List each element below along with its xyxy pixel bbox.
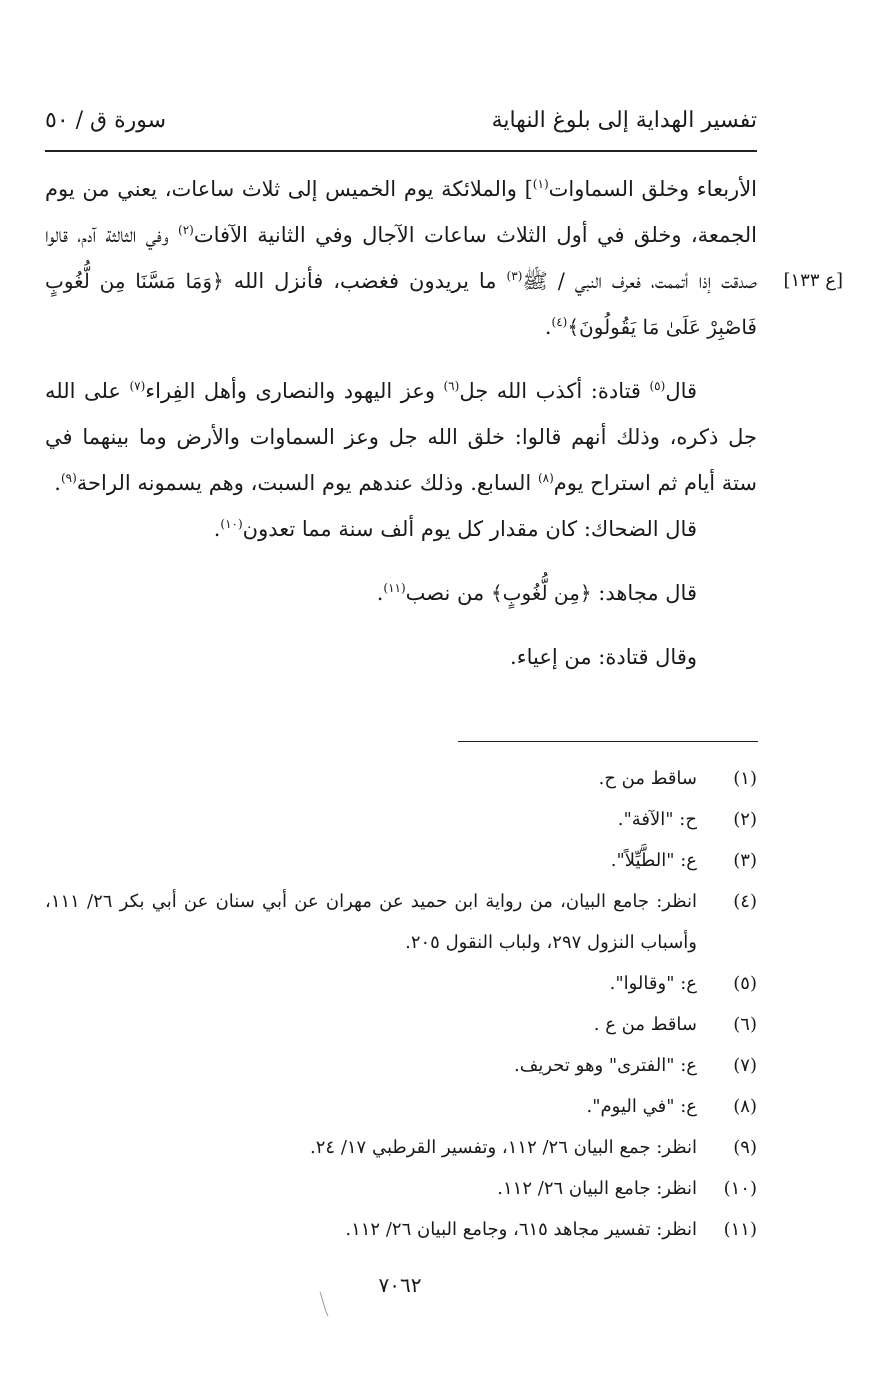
text-segment: قتادة: أكذب الله جل — [459, 379, 650, 403]
text-segment: . — [544, 315, 552, 339]
quran-verse: ﴿وَمَا مَسَّنَا مِن لُّغُوبٍ فَاصْبِرْ عَلَىٰ مَا يَقُولُونَ﴾ — [45, 269, 757, 339]
paragraph-1 — [45, 166, 757, 350]
text-segment: السابع. وذلك عندهم يوم السبت، وهم يسمونه الراحة — [76, 471, 538, 495]
footnote-number: (٩) — [733, 1137, 757, 1158]
footnote-number: (٦) — [733, 1014, 757, 1035]
footnote — [45, 1004, 757, 1045]
text-segment: قال مجاهد: — [591, 581, 697, 605]
footnote-number: (١٠) — [723, 1178, 757, 1199]
footnote — [45, 1127, 757, 1168]
text-segment: على الله جل ذكره، وذلك أنهم قالوا: خلق الله جل وعز السماوات والأرض وما بينهما في ستة أيام ثم استراح يوم — [45, 379, 757, 495]
scan-artifact — [318, 1290, 330, 1318]
paragraph-5 — [45, 634, 757, 680]
footnote-ref: (٦) — [443, 379, 460, 393]
footnote-text: انظر: جامع البيان ٢٦/ ١١٢. — [497, 1178, 697, 1199]
footnote-number: (٨) — [733, 1096, 757, 1117]
footnote-number: (٧) — [733, 1055, 757, 1076]
footnotes — [45, 758, 757, 1250]
surah-label: سورة ق / ٥٠ — [45, 108, 167, 133]
footnote-ref: (٨) — [537, 471, 554, 485]
text-segment: وقال قتادة: من إعياء. — [510, 645, 697, 669]
footnote-ref: (٣) — [506, 269, 523, 283]
footnote-text: ساقط من ع . — [593, 1014, 697, 1035]
text-segment: ] والملائكة يوم الخميس إلى ثلاث ساعات، يعني من يوم الجمعة، وخلق في أول الثلاث ساعات الآجال وفي الثانية الآفات — [45, 177, 757, 247]
footnote-ref: (١١) — [383, 581, 406, 595]
text-segment: . — [54, 471, 61, 495]
paragraph-2 — [45, 368, 757, 506]
footnote-number: (١) — [733, 768, 757, 789]
footnote-text: ع: "وقالوا". — [609, 973, 697, 994]
footnote-text: انظر: جامع البيان، من رواية ابن حميد عن مهران عن أبي سنان عن أبي بكر ٢٦/ ١١١، وأسباب النزول ٢٩٧، ولباب النقول ٢٠٥. — [45, 891, 697, 953]
footnote-text: ح: "الآفة". — [617, 809, 697, 830]
footnote-number: (٥) — [733, 973, 757, 994]
paragraph-4 — [45, 570, 757, 616]
text-segment: قال الضحاك: كان مقدار كل يوم ألف سنة مما تعدون — [242, 517, 697, 541]
footnote-text: انظر: تفسير مجاهد ٦١٥، وجامع البيان ٢٦/ ١١٢. — [345, 1219, 697, 1240]
footnote-text: ع: "الفترى" وهو تحريف. — [514, 1055, 697, 1076]
footnote-number: (٣) — [733, 850, 757, 871]
text-segment: قال — [665, 379, 698, 403]
main-text — [45, 166, 757, 680]
footnote-number: (٢) — [733, 809, 757, 830]
footnote — [45, 840, 757, 881]
footnote-text: ع: "الطَّيِّلاً". — [610, 850, 697, 871]
footnote-number: (٤) — [733, 891, 757, 912]
footnote-text: انظر: جمع البيان ٢٦/ ١١٢، وتفسير القرطبي ١٧/ ٢٤. — [310, 1137, 697, 1158]
footnote-number: (١١) — [723, 1219, 757, 1240]
page-number: ٧٠٦٢ — [378, 1273, 422, 1297]
footnote — [45, 1209, 757, 1250]
footnote-text: ساقط من ح. — [598, 768, 697, 789]
footnote-text: ع: "في اليوم". — [586, 1096, 697, 1117]
footnote — [45, 1168, 757, 1209]
manuscript-folio-marker: [ع ١٣٣] — [783, 270, 843, 291]
running-header — [45, 108, 757, 148]
text-segment: الأربعاء وخلق السماوات — [548, 177, 758, 201]
footnote-ref: (٧) — [129, 379, 146, 393]
footnote-ref: (٩) — [60, 471, 77, 485]
footnote-ref: (٤) — [551, 315, 568, 329]
text-segment: وعز اليهود والنصارى وأهل الفِراء — [145, 379, 444, 403]
header-divider — [45, 150, 757, 152]
book-title: تفسير الهداية إلى بلوغ النهاية — [491, 108, 757, 133]
footnote-ref: (١٠) — [220, 517, 243, 531]
text-segment: ما يريدون فغضب، فأنزل الله — [223, 269, 507, 293]
paragraph-3 — [45, 506, 757, 552]
footnote-divider — [458, 741, 758, 742]
text-segment: . — [213, 517, 221, 541]
quran-verse: ﴿مِن لُّغُوبٍ﴾ — [490, 581, 592, 605]
footnote-ref: (١) — [532, 177, 549, 191]
text-segment: . — [376, 581, 384, 605]
footnote-ref: (٥) — [649, 379, 666, 393]
footnote — [45, 1086, 757, 1127]
text-segment: وفي الثالثة آدم، قالوا صدقت إذا أتممت، فعرف النبي / ﷺ — [45, 223, 757, 293]
footnote — [45, 881, 757, 963]
footnote — [45, 963, 757, 1004]
footnote — [45, 758, 757, 799]
footnote-ref: (٢) — [178, 223, 194, 237]
footnote — [45, 1045, 757, 1086]
footnote — [45, 799, 757, 840]
text-segment: من نصب — [405, 581, 491, 605]
